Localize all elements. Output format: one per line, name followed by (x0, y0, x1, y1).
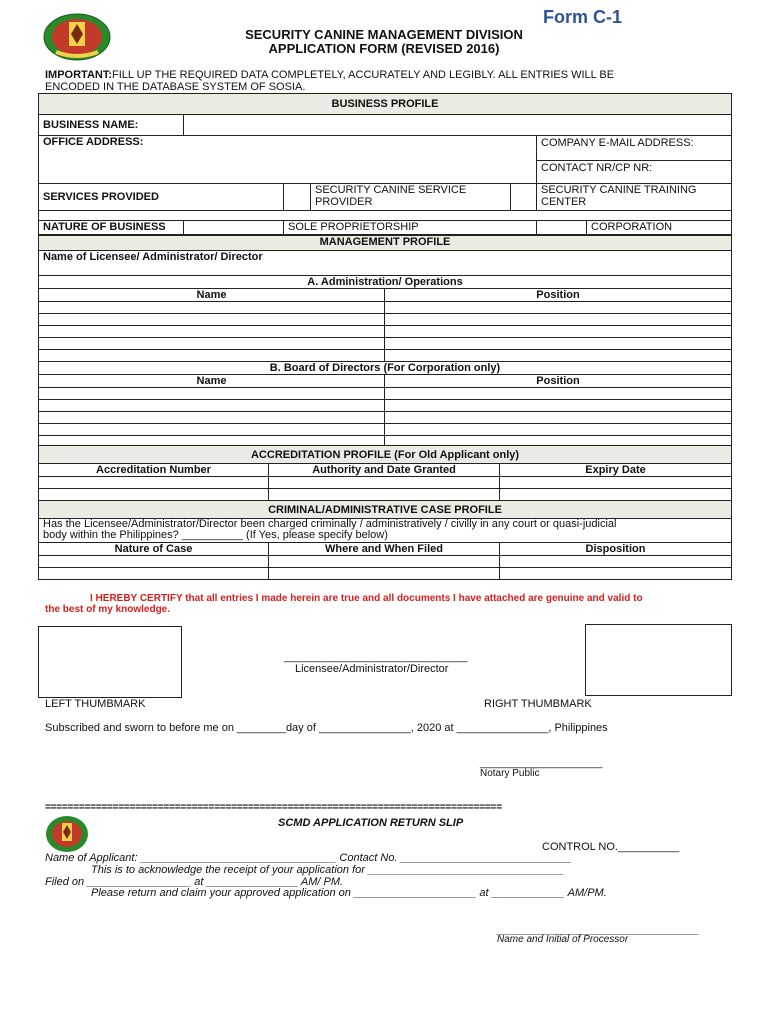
admin-name-cell[interactable] (39, 349, 385, 361)
signature-label: Licensee/Administrator/Director (295, 663, 449, 675)
service-option-1: SECURITY CANINE SERVICE PROVIDER (311, 184, 511, 211)
criminal-heading: CRIMINAL/ADMINISTRATIVE CASE PROFILE (39, 501, 732, 519)
admin-name-cell[interactable] (39, 337, 385, 349)
accreditation-col-number: Accreditation Number (39, 464, 269, 477)
board-name-cell[interactable] (39, 387, 385, 399)
oath-statement: Subscribed and sworn to before me on ________day of _______________, 2020 at _______________, Philippines (45, 722, 608, 734)
criminal-cell[interactable] (39, 556, 269, 568)
board-name-cell[interactable] (39, 423, 385, 435)
criminal-col-where: Where and When Filed (269, 543, 500, 556)
admin-name-cell[interactable] (39, 313, 385, 325)
services-provided-label: SERVICES PROVIDED (39, 184, 284, 211)
accreditation-col-expiry: Expiry Date (500, 464, 732, 477)
slip-logo (45, 815, 89, 853)
board-col-name: Name (39, 374, 385, 387)
sosia-logo (42, 12, 112, 62)
contact-label[interactable]: CONTACT NR/CP NR: (541, 162, 653, 174)
notary-line[interactable]: ____________________ (480, 757, 603, 769)
office-address-label: OFFICE ADDRESS: (43, 136, 144, 148)
criminal-cell[interactable] (269, 556, 500, 568)
board-name-cell[interactable] (39, 399, 385, 411)
admin-position-cell[interactable] (385, 301, 732, 313)
office-address-field[interactable] (39, 136, 537, 184)
accreditation-cell[interactable] (269, 477, 500, 489)
slip-filed-line[interactable]: Filed on _________________ at _______________ AM/ PM. (45, 876, 344, 888)
management-heading: MANAGEMENT PROFILE (39, 236, 732, 251)
admin-position-cell[interactable] (385, 325, 732, 337)
board-position-cell[interactable] (385, 423, 732, 435)
admin-name-cell[interactable] (39, 325, 385, 337)
right-thumbmark-label: RIGHT THUMBMARK (484, 698, 592, 710)
notary-label: Notary Public (480, 768, 540, 779)
nature-option-2: CORPORATION (587, 221, 732, 235)
nature-of-business-label: NATURE OF BUSINESS (39, 221, 184, 235)
admin-col-position: Position (385, 288, 732, 301)
business-profile-heading: BUSINESS PROFILE (39, 94, 732, 115)
licensee-name-field[interactable] (39, 263, 732, 275)
left-thumbmark-label: LEFT THUMBMARK (45, 698, 146, 710)
nature-checkbox-1[interactable] (184, 221, 284, 235)
board-position-cell[interactable] (385, 399, 732, 411)
accreditation-col-authority: Authority and Date Granted (269, 464, 500, 477)
important-note: IMPORTANT:FILL UP THE REQUIRED DATA COMPLETELY, ACCURATELY AND LEGIBLY. ALL ENTRIES WILL BE (45, 69, 615, 81)
contact-cell (537, 136, 732, 184)
business-name-field[interactable] (184, 115, 732, 136)
service-option-2: SECURITY CANINE TRAINING CENTER (537, 184, 732, 211)
accreditation-cell[interactable] (269, 489, 500, 501)
form-title-line1: SECURITY CANINE MANAGEMENT DIVISION (245, 27, 523, 42)
licensee-name-label: Name of Licensee/ Administrator/ Director (39, 251, 732, 264)
control-number[interactable]: CONTROL NO.__________ (542, 841, 680, 853)
slip-applicant-line[interactable]: Name of Applicant: ________________________________ Contact No. ____________________________ (45, 852, 572, 864)
accreditation-cell[interactable] (500, 489, 732, 501)
form-title-line2: APPLICATION FORM (REVISED 2016) (268, 41, 500, 56)
criminal-cell[interactable] (500, 556, 732, 568)
criminal-col-nature: Nature of Case (39, 543, 269, 556)
admin-position-cell[interactable] (385, 313, 732, 325)
admin-name-cell[interactable] (39, 301, 385, 313)
board-col-position: Position (385, 374, 732, 387)
slip-acknowledge-line: This is to acknowledge the receipt of your application for ________________________________ (91, 864, 564, 876)
slip-separator: ================================================================================= (45, 802, 502, 813)
criminal-case-table (38, 500, 732, 580)
criminal-cell[interactable] (39, 568, 269, 580)
board-name-cell[interactable] (39, 411, 385, 423)
criminal-cell[interactable] (500, 568, 732, 580)
processor-label: Name and Initial of Processor (497, 934, 629, 945)
certify-statement-line2: the best of my knowledge. (45, 604, 171, 615)
important-note-line2: ENCODED IN THE DATABASE SYSTEM OF SOSIA. (45, 81, 306, 93)
nature-option-1: SOLE PROPRIETORSHIP (284, 221, 537, 235)
accreditation-table (38, 445, 732, 501)
admin-heading: A. Administration/ Operations (39, 275, 732, 288)
signature-line[interactable]: ______________________________ (284, 651, 468, 663)
right-thumbmark-box[interactable] (585, 624, 732, 696)
admin-col-name: Name (39, 288, 385, 301)
accreditation-cell[interactable] (500, 477, 732, 489)
form-code: Form C-1 (543, 7, 623, 27)
criminal-question: Has the Licensee/Administrator/Director been charged criminally / administratively / civilly in any court or quasi-judicial body within the Philippines? __________ (If Yes, please specify below) (39, 519, 732, 543)
board-position-cell[interactable] (385, 411, 732, 423)
management-profile-table (38, 235, 732, 448)
accreditation-cell[interactable] (39, 489, 269, 501)
email-label[interactable]: COMPANY E-MAIL ADDRESS: (537, 136, 731, 161)
business-name-label: BUSINESS NAME: (39, 115, 184, 136)
nature-checkbox-2[interactable] (537, 221, 587, 235)
left-thumbmark-box[interactable] (38, 626, 182, 698)
business-profile-table (38, 93, 732, 235)
admin-position-cell[interactable] (385, 337, 732, 349)
slip-claim-line[interactable]: Please return and claim your approved application on ____________________ at ____________ AM/PM. (91, 887, 607, 899)
accreditation-cell[interactable] (39, 477, 269, 489)
certify-statement: I HEREBY CERTIFY that all entries I made herein are true and all documents I have attached are genuine and valid to (90, 593, 643, 604)
service-checkbox-1[interactable] (284, 184, 311, 211)
service-checkbox-2[interactable] (511, 184, 537, 211)
processor-line[interactable]: _________________________________ (497, 924, 699, 936)
board-heading: B. Board of Directors (For Corporation only) (39, 361, 732, 374)
criminal-col-disposition: Disposition (500, 543, 732, 556)
admin-position-cell[interactable] (385, 349, 732, 361)
criminal-cell[interactable] (269, 568, 500, 580)
board-position-cell[interactable] (385, 387, 732, 399)
slip-title: SCMD APPLICATION RETURN SLIP (278, 817, 464, 829)
accreditation-heading: ACCREDITATION PROFILE (For Old Applicant only) (39, 446, 732, 464)
